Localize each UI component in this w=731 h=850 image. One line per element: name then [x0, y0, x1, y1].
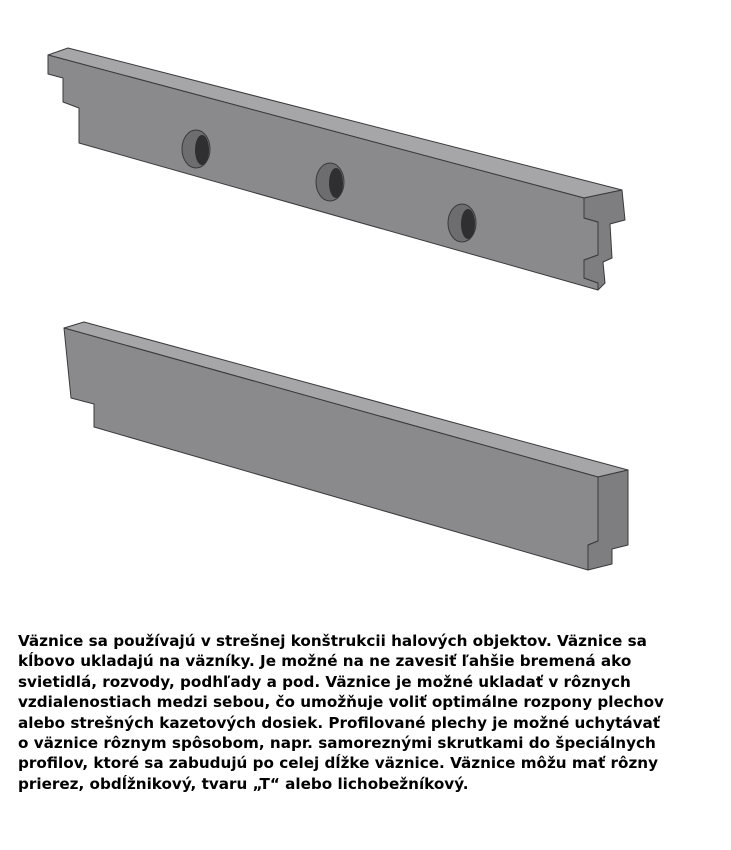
- caption-line: svietidlá, rozvody, podhľady a pod. Väznice je možné ukladať v rôznych: [18, 672, 631, 691]
- caption-line: vzdialenostiach medzi sebou, čo umožňuje voliť optimálne rozpony plechov: [18, 693, 664, 712]
- caption-line: o väznice rôznym spôsobom, napr. samoreznými skrutkami do špeciálnych: [18, 734, 656, 753]
- trapezoidal-purlin: [64, 322, 628, 570]
- caption-line: kĺbovo ukladajú na väzníky. Je možné na ne zavesiť ľahšie bremená ako: [18, 652, 632, 671]
- t-section-purlin: [48, 48, 625, 290]
- description-paragraph: [18, 631, 718, 794]
- caption-line: prierez, obdĺžnikový, tvaru „T“ alebo lichobežníkový.: [18, 774, 469, 793]
- caption-line: alebo strešných kazetových dosiek. Profilované plechy je možné uchytávať: [18, 713, 661, 732]
- caption-line: Väznice sa používajú v strešnej konštrukcii halových objektov. Väznice sa: [18, 632, 647, 650]
- caption-line: profilov, ktoré sa zabudujú po celej dĺžke väznice. Väznice môžu mať rôzny: [18, 754, 658, 773]
